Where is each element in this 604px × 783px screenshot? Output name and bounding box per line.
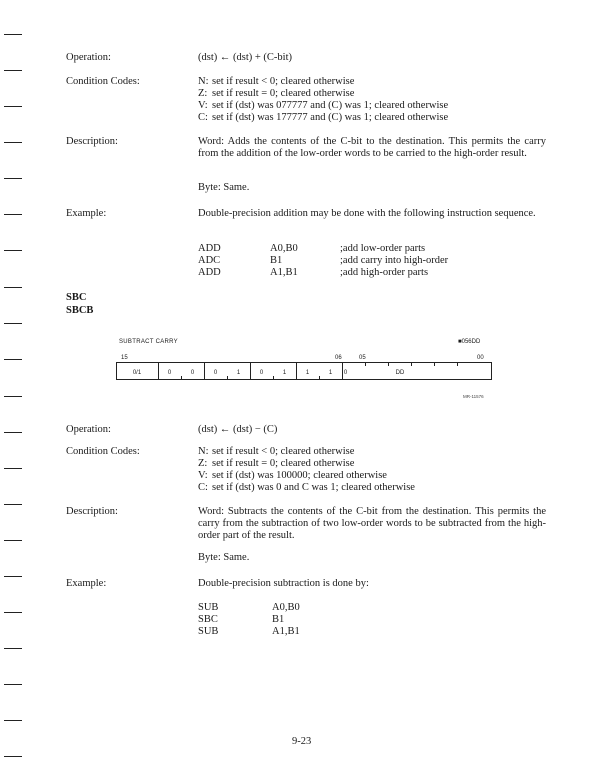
code-row: SUB A1,B1	[198, 626, 300, 637]
sbc-operation-label: Operation:	[66, 424, 111, 435]
bit-cell: 0	[259, 370, 264, 376]
adc-cc-list	[198, 76, 546, 124]
bit-cell: 0	[213, 370, 218, 376]
cc-line: V: set if (dst) was 077777 and (C) was 1; cleared otherwise	[198, 100, 449, 111]
bit-cell: 1	[282, 370, 287, 376]
bit-label-05: 05	[359, 355, 366, 361]
mnemonic-sbc: SBC	[66, 292, 87, 303]
sbc-example-label: Example:	[66, 578, 107, 589]
margin-tick	[4, 504, 22, 505]
bit-cell: 1	[305, 370, 310, 376]
margin-tick	[4, 323, 22, 324]
sbc-byte-text: Byte: Same.	[198, 552, 250, 563]
cc-line: C: set if (dst) was 0 and C was 1; cleared otherwise	[198, 482, 415, 493]
margin-tick	[4, 178, 22, 179]
bit-divider	[365, 362, 366, 366]
bit-divider	[434, 362, 435, 366]
adc-description-text: Word: Adds the contents of the C-bit to the destination. This permits the carry from the addition of the low-order words to be carried to the high-order result.	[198, 136, 546, 159]
adc-code-block	[198, 243, 546, 279]
adc-description-label: Description:	[66, 136, 118, 147]
bit-divider	[411, 362, 412, 366]
margin-tick	[4, 250, 22, 251]
code-row: ADD A0,B0 ;add low-order parts	[198, 243, 426, 254]
bit-label-06: 06	[335, 355, 342, 361]
sbc-cc-label: Condition Codes:	[66, 446, 140, 457]
sbc-code-block	[198, 602, 546, 638]
bit-divider	[457, 362, 458, 366]
sbc-cc-list	[198, 446, 546, 494]
bit-cell: 1	[236, 370, 241, 376]
margin-tick	[4, 684, 22, 685]
margin-tick	[4, 142, 22, 143]
adc-example-label: Example:	[66, 208, 107, 219]
code-row: ADD A1,B1 ;add high-order parts	[198, 267, 429, 278]
margin-tick	[4, 576, 22, 577]
margin-tick	[4, 359, 22, 360]
code-row: ADC B1 ;add carry into high-order	[198, 255, 449, 266]
bit-divider	[388, 362, 389, 366]
bit-label-15: 15	[121, 355, 128, 361]
instruction-mnemonic	[66, 291, 93, 317]
margin-tick	[4, 756, 22, 757]
mnemonic-sbcb: SBCB	[66, 305, 94, 316]
code-row: SBC B1	[198, 614, 285, 625]
bit-cell: 0	[190, 370, 195, 376]
adc-byte-text: Byte: Same.	[198, 182, 250, 193]
margin-tick	[4, 540, 22, 541]
bit-cell: 0	[343, 370, 348, 376]
margin-tick	[4, 70, 22, 71]
cc-line: N: set if result < 0; cleared otherwise	[198, 76, 355, 87]
margin-tick	[4, 34, 22, 35]
margin-tick	[4, 396, 22, 397]
margin-tick	[4, 648, 22, 649]
cc-line: Z: set if result = 0; cleared otherwise	[198, 88, 355, 99]
margin-tick	[4, 432, 22, 433]
margin-tick	[4, 468, 22, 469]
cc-line: N: set if result < 0; cleared otherwise	[198, 446, 355, 457]
sbc-example-text: Double-precision subtraction is done by:	[198, 578, 369, 589]
dd-field: DD	[395, 370, 405, 376]
adc-operation-label: Operation:	[66, 52, 111, 63]
diagram-title: SUBTRACT CARRY	[119, 339, 178, 345]
margin-tick	[4, 106, 22, 107]
sbc-description-label: Description:	[66, 506, 118, 517]
margin-tick	[4, 214, 22, 215]
sbc-operation-text: (dst) ← (dst) − (C)	[198, 424, 278, 435]
sbc-description-text: Word: Subtracts the contents of the C-bit from the destination. This permits the carry from the subtraction of two low-order words to be subtracted from the high-order part of the result.	[198, 506, 546, 541]
margin-tick	[4, 720, 22, 721]
adc-operation-text: (dst) ← (dst) + (C-bit)	[198, 52, 292, 63]
margin-tick	[4, 287, 22, 288]
code-row: SUB A0,B0	[198, 602, 300, 613]
adc-example-text: Double-precision addition may be done with the following instruction sequence.	[198, 208, 536, 219]
margin-tick	[4, 612, 22, 613]
cc-line: Z: set if result = 0; cleared otherwise	[198, 458, 355, 469]
bit-cell: 0	[167, 370, 172, 376]
cc-line: V: set if (dst) was 100000; cleared otherwise	[198, 470, 387, 481]
page-number: 9-23	[292, 736, 312, 747]
bit-cell: 1	[328, 370, 333, 376]
bit-cell: 0/1	[132, 370, 142, 376]
diagram-opcode: ■056DD	[458, 339, 481, 345]
adc-cc-label: Condition Codes:	[66, 76, 140, 87]
diagram-reference: MR-11576	[463, 394, 484, 399]
cc-line: C: set if (dst) was 177777 and (C) was 1; cleared otherwise	[198, 112, 449, 123]
bit-label-00: 00	[477, 355, 484, 361]
